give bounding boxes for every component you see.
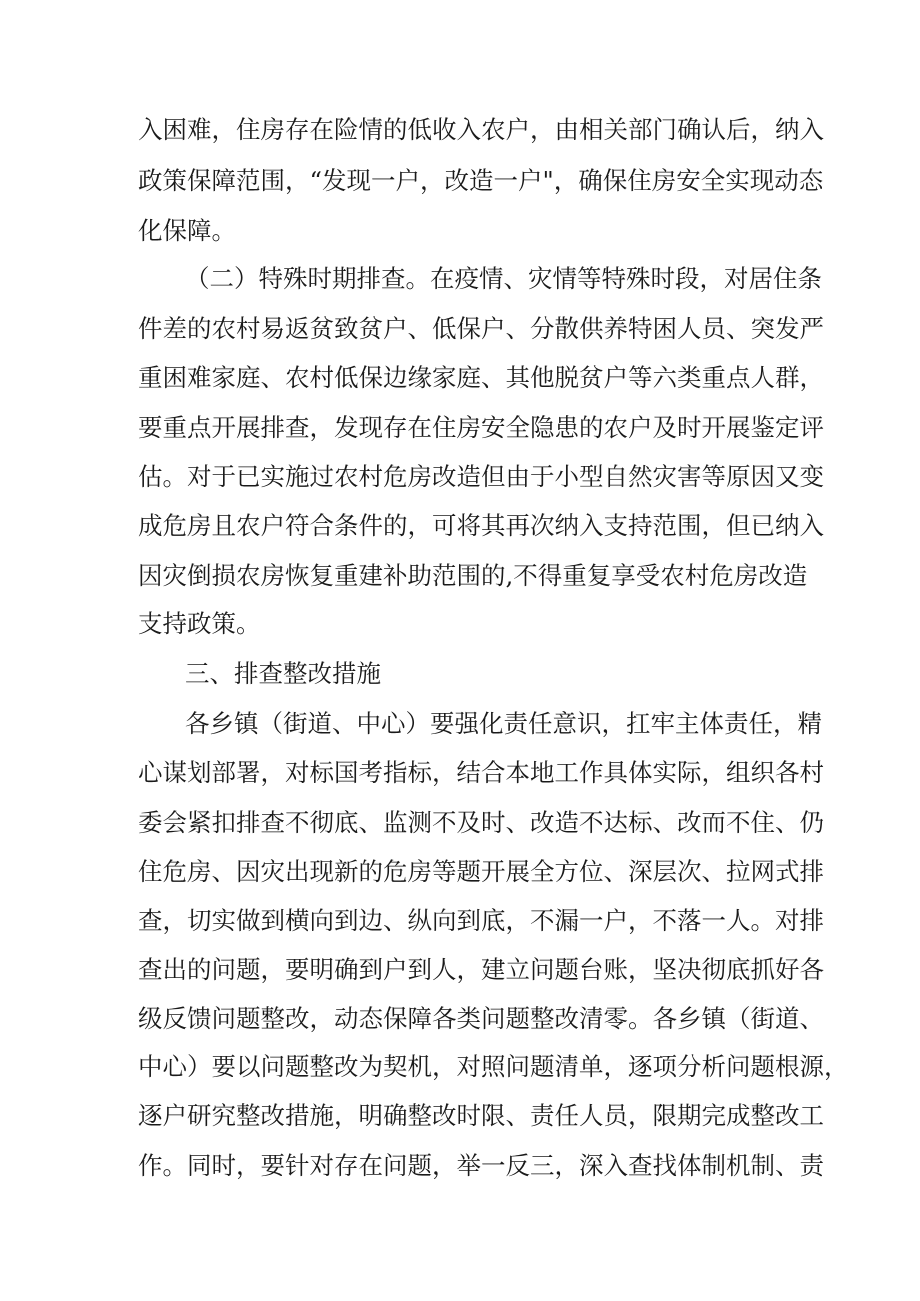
text-line-15: 委会紧扣排查不彻底、监测不及时、改造不达标、改而不住、仍 <box>138 808 824 837</box>
text-line-2: 政策保障范围，“发现一户，改造一户"，确保住房安全实现动态 <box>138 166 824 195</box>
text-line-1: 入困难，住房存在险情的低收入农户，由相关部门确认后，纳入 <box>138 115 824 144</box>
text-line-6: 重困难家庭、农村低保边缘家庭、其他脱贫户等六类重点人群， <box>138 363 824 392</box>
text-line-9: 成危房且农户符合条件的，可将其再次纳入支持范围，但已纳入 <box>138 511 824 540</box>
section-heading-measures: 三、排查整改措施 <box>185 659 381 688</box>
text-line-20: 中心）要以问题整改为契机，对照问题清单，逐项分析问题根源， <box>138 1052 849 1081</box>
text-line-11: 支持政策。 <box>138 609 261 638</box>
text-line-10: 因灾倒损农房恢复重建补助范围的,不得重复享受农村危房改造 <box>138 561 808 590</box>
text-line-17: 查，切实做到横向到边、纵向到底，不漏一户，不落一人。对排 <box>138 906 824 935</box>
text-line-21: 逐户研究整改措施，明确整改时限、责任人员，限期完成整改工 <box>138 1101 824 1130</box>
text-line-18: 查出的问题，要明确到户到人，建立问题台账，坚决彻底抓好各 <box>138 955 824 984</box>
text-line-5: 件差的农村易返贫致贫户、低保户、分散供养特困人员、突发严 <box>138 314 824 343</box>
text-line-7: 要重点开展排查，发现存在住房安全隐患的农户及时开展鉴定评 <box>138 413 824 442</box>
section-heading-special-period: （二）特殊时期排查。在疫情、灾情等特殊时段，对居住条 <box>185 264 822 293</box>
text-line-19: 级反馈问题整改，动态保障各类问题整改清零。各乡镇（街道、 <box>138 1004 824 1033</box>
text-line-8: 估。对于已实施过农村危房改造但由于小型自然灾害等原因又变 <box>138 462 824 491</box>
text-line-14: 心谋划部署，对标国考指标，结合本地工作具体实际，组织各村 <box>138 758 824 787</box>
text-line-3: 化保障。 <box>138 216 236 245</box>
text-line-16: 住危房、因灾出现新的危房等题开展全方位、深层次、拉网式排 <box>138 857 824 886</box>
text-line-13: 各乡镇（街道、中心）要强化责任意识，扛牢主体责任，精 <box>185 709 822 738</box>
text-line-22: 作。同时，要针对存在问题，举一反三，深入查找体制机制、责 <box>138 1151 824 1180</box>
